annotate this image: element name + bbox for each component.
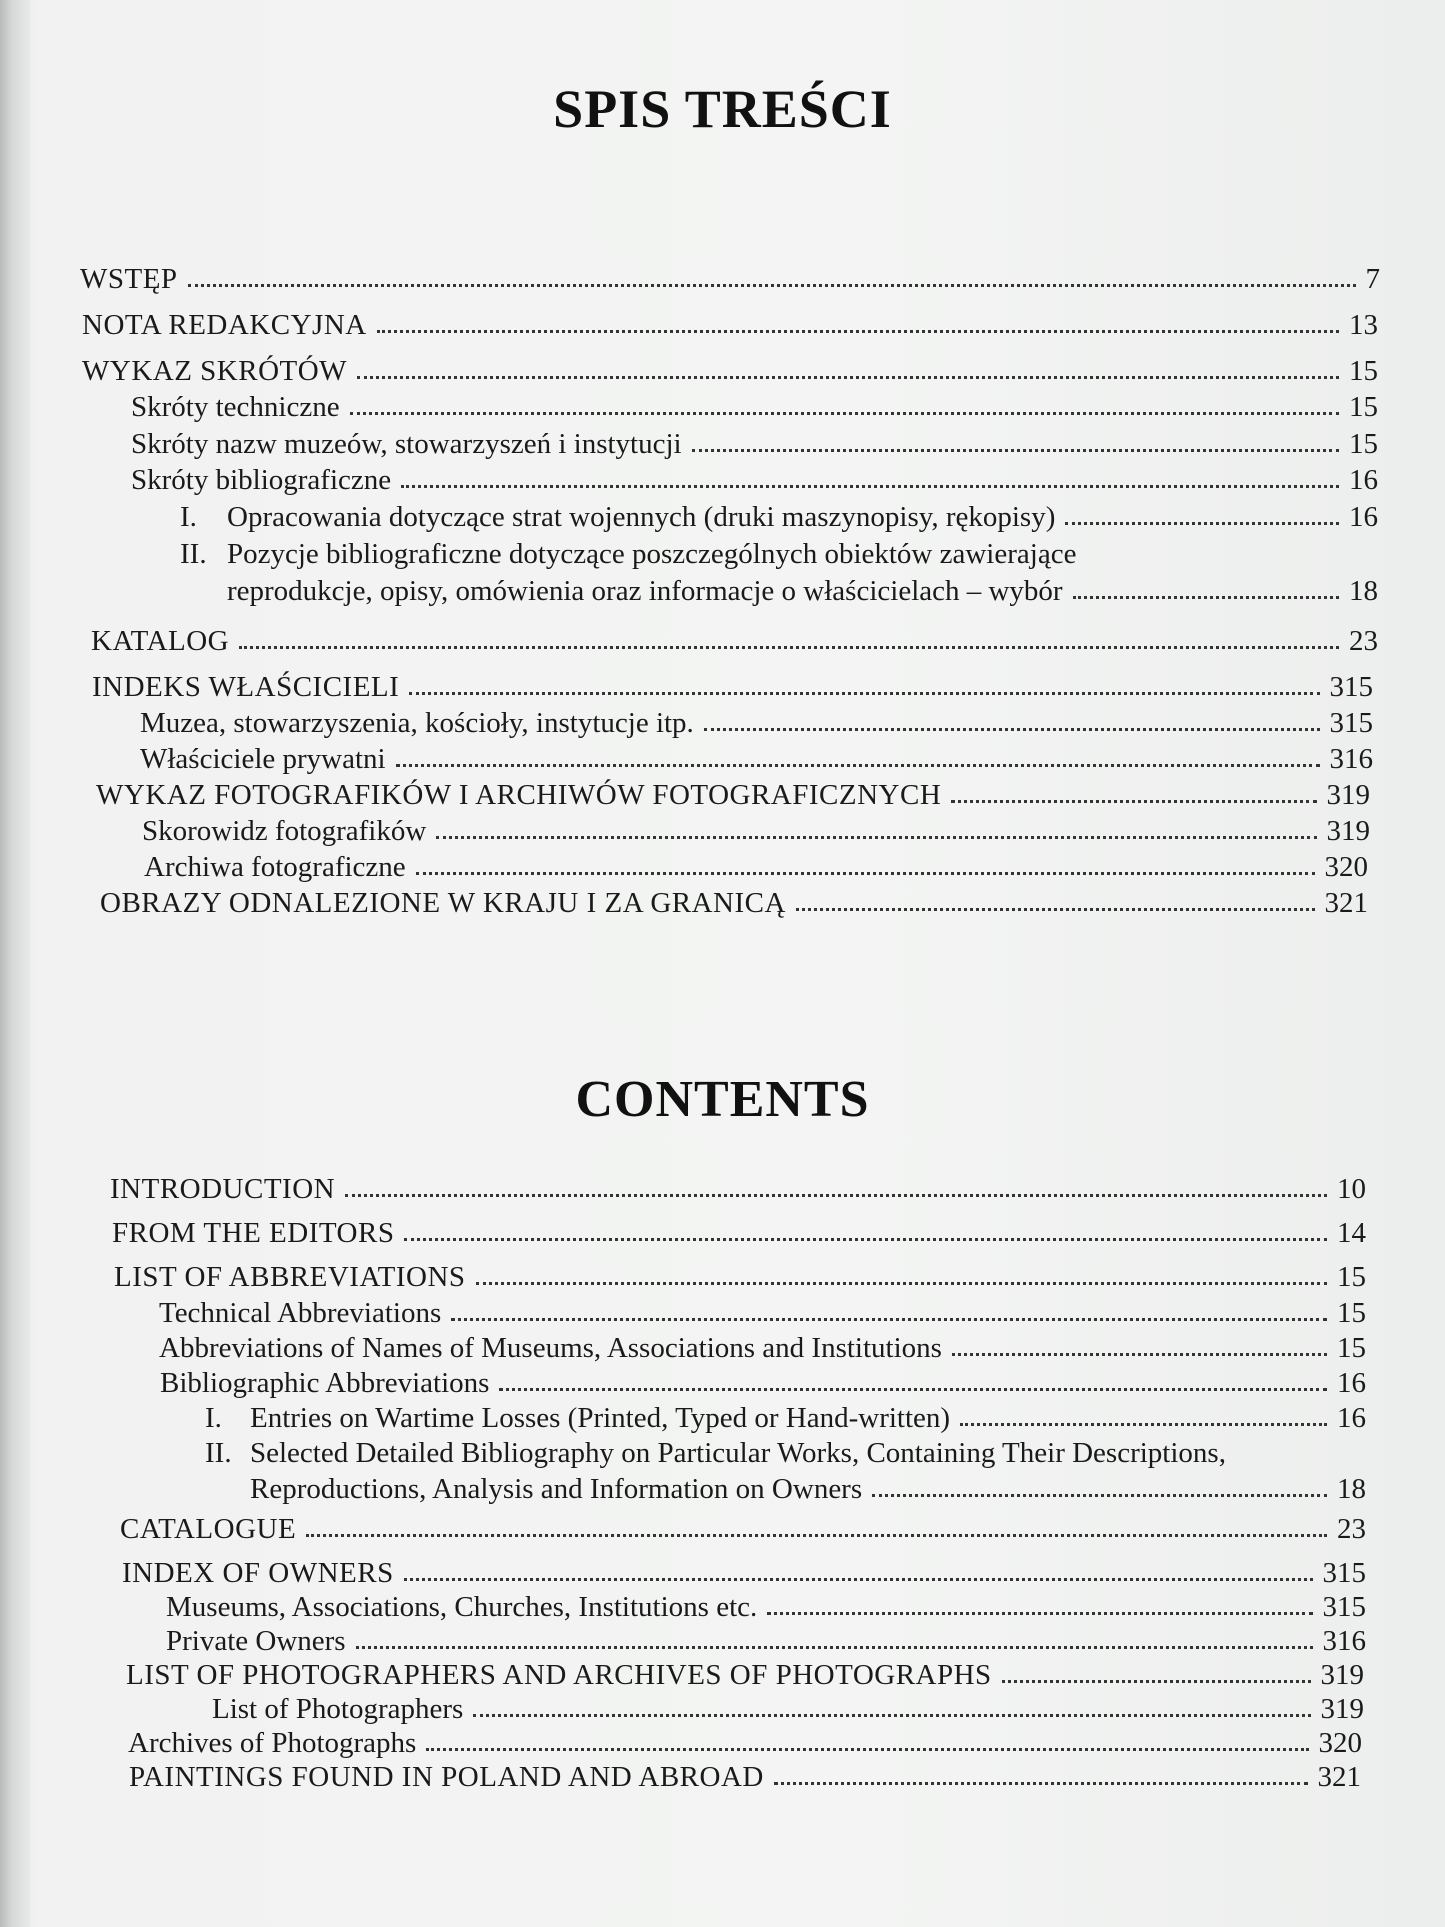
toc-entry-label: OBRAZY ODNALEZIONE W KRAJU I ZA GRANICĄ <box>100 887 786 919</box>
dot-leader <box>239 646 1339 649</box>
toc-entry <box>205 1401 1366 1435</box>
dot-leader <box>409 692 1319 695</box>
dot-leader <box>767 1612 1312 1615</box>
dot-leader <box>1002 1680 1311 1683</box>
toc-entry <box>91 624 1378 658</box>
toc-entry <box>129 1760 1361 1794</box>
toc-entry <box>110 1172 1366 1206</box>
toc-entry <box>159 1296 1366 1330</box>
toc-entry <box>82 354 1378 388</box>
toc-entry <box>142 814 1370 848</box>
toc-entry-page: 15 <box>1337 1297 1366 1329</box>
toc-entry-number: II. <box>205 1437 232 1469</box>
toc-entry-label: INDEKS WŁAŚCICIELI <box>92 671 400 703</box>
toc-entry-page: 23 <box>1349 625 1378 657</box>
toc-entry-page: 320 <box>1324 851 1368 883</box>
toc-entry-page: 319 <box>1326 779 1370 811</box>
toc-entry-first-line <box>205 1436 1226 1470</box>
dot-leader <box>357 376 1339 379</box>
toc-entry-page: 321 <box>1317 1761 1361 1793</box>
toc-entry-label: Pozycje bibliograficzne dotyczące poszczególnych obiektów zawierające <box>227 538 1077 570</box>
toc-entry-page: 16 <box>1337 1402 1366 1434</box>
toc-entry <box>166 1624 1366 1658</box>
toc-entry-label: WSTĘP <box>80 263 178 295</box>
toc-entry-label: PAINTINGS FOUND IN POLAND AND ABROAD <box>129 1761 764 1793</box>
toc-entry <box>92 670 1373 704</box>
dot-leader <box>451 1318 1327 1321</box>
toc-entry-page: 321 <box>1324 887 1368 919</box>
dot-leader <box>951 800 1316 803</box>
toc-entry <box>159 1331 1366 1365</box>
toc-entry <box>120 1512 1366 1546</box>
toc-entry-page: 15 <box>1337 1261 1366 1293</box>
toc-entry-page: 16 <box>1349 501 1378 533</box>
toc-entry-page: 319 <box>1320 1693 1364 1725</box>
toc-entry-label: Opracowania dotyczące strat wojennych (druki maszynopisy, rękopisy) <box>227 501 1056 533</box>
dot-leader <box>356 1646 1313 1649</box>
toc-entry-page: 15 <box>1349 391 1378 423</box>
toc-entry <box>112 1216 1366 1250</box>
toc-entry-page: 319 <box>1326 815 1370 847</box>
toc-entry <box>80 262 1380 296</box>
toc-entry-label-continued: Reproductions, Analysis and Information on Owners <box>250 1473 863 1505</box>
toc-entry <box>180 500 1378 534</box>
toc-entry <box>128 1726 1362 1760</box>
toc-entry-page: 320 <box>1318 1727 1362 1759</box>
dot-leader <box>350 412 1339 415</box>
toc-entry-number: I. <box>180 501 197 533</box>
polish-toc-title: SPIS TREŚCI <box>553 79 892 139</box>
toc-entry-label: INTRODUCTION <box>110 1173 336 1205</box>
toc-entry-label: LIST OF ABBREVIATIONS <box>114 1261 466 1293</box>
toc-entry-page: 319 <box>1320 1659 1364 1691</box>
toc-entry-label: KATALOG <box>91 625 230 657</box>
toc-entry <box>82 308 1378 342</box>
toc-entry <box>126 1658 1364 1692</box>
toc-entry-label: NOTA REDAKCYJNA <box>82 309 367 341</box>
toc-entry-label: Private Owners <box>166 1625 346 1657</box>
dot-leader <box>404 1578 1313 1581</box>
dot-leader <box>426 1748 1308 1751</box>
toc-entry-label: Museums, Associations, Churches, Institutions etc. <box>166 1591 758 1623</box>
toc-entry-page: 23 <box>1337 1513 1366 1545</box>
dot-leader <box>377 330 1339 333</box>
toc-entry-label: CATALOGUE <box>120 1513 297 1545</box>
dot-leader <box>188 284 1356 287</box>
toc-entry-label: Skróty techniczne <box>131 391 340 423</box>
dot-leader <box>692 449 1339 452</box>
toc-entry <box>144 850 1368 884</box>
toc-entry-page: 10 <box>1337 1173 1366 1205</box>
toc-entry <box>160 1366 1366 1400</box>
dot-leader <box>1065 522 1339 525</box>
toc-entry-label: Skróty bibliograficzne <box>131 464 392 496</box>
toc-entry-label: List of Photographers <box>212 1693 464 1725</box>
toc-entry <box>212 1692 1364 1726</box>
toc-entry <box>131 463 1378 497</box>
toc-entry-label-continued: reprodukcje, opisy, omówienia oraz informacje o właścicielach – wybór <box>227 575 1063 607</box>
toc-entry-page: 15 <box>1337 1332 1366 1364</box>
dot-leader <box>796 908 1315 911</box>
toc-entry-label: Bibliographic Abbreviations <box>160 1367 490 1399</box>
toc-entry <box>227 574 1378 608</box>
toc-entry <box>122 1556 1366 1590</box>
dot-leader <box>774 1782 1308 1785</box>
toc-entry <box>114 1260 1366 1294</box>
toc-entry-label: Skróty nazw muzeów, stowarzyszeń i instytucji <box>131 428 682 460</box>
toc-entry-page: 18 <box>1349 575 1378 607</box>
toc-entry <box>140 742 1373 776</box>
toc-entry-page: 316 <box>1329 743 1373 775</box>
toc-entry-page: 16 <box>1337 1367 1366 1399</box>
dot-leader <box>396 764 1320 767</box>
dot-leader <box>436 836 1316 839</box>
toc-entry-page: 18 <box>1337 1473 1366 1505</box>
toc-entry-page: 315 <box>1329 707 1373 739</box>
toc-entry-first-line <box>180 537 1076 571</box>
toc-entry-label: WYKAZ SKRÓTÓW <box>82 355 348 387</box>
toc-entry-page: 16 <box>1349 464 1378 496</box>
toc-entry <box>96 778 1370 812</box>
toc-entry-page: 315 <box>1322 1557 1366 1589</box>
dot-leader <box>1073 596 1339 599</box>
dot-leader <box>416 872 1315 875</box>
toc-entry-label: Właściciele prywatni <box>140 743 386 775</box>
dot-leader <box>499 1388 1327 1391</box>
toc-entry-label: WYKAZ FOTOGRAFIKÓW I ARCHIWÓW FOTOGRAFICZNYCH <box>96 779 942 811</box>
dot-leader <box>306 1534 1327 1537</box>
english-toc-title: CONTENTS <box>575 1071 870 1128</box>
toc-entry-label: Abbreviations of Names of Museums, Associations and Institutions <box>159 1332 942 1364</box>
dot-leader <box>345 1194 1327 1197</box>
toc-entry-page: 315 <box>1329 671 1373 703</box>
toc-entry-page: 7 <box>1365 263 1380 295</box>
toc-entry-number: II. <box>180 538 207 570</box>
toc-entry <box>250 1472 1366 1506</box>
toc-entry-label: Selected Detailed Bibliography on Particular Works, Containing Their Descriptions, <box>250 1437 1226 1469</box>
toc-entry-label: Muzea, stowarzyszenia, kościoły, instytucje itp. <box>140 707 694 739</box>
toc-entry <box>166 1590 1366 1624</box>
toc-entry-page: 316 <box>1322 1625 1366 1657</box>
toc-entry <box>131 427 1378 461</box>
book-gutter-edge <box>0 0 30 1927</box>
dot-leader <box>401 485 1339 488</box>
dot-leader <box>704 728 1320 731</box>
dot-leader <box>952 1353 1327 1356</box>
toc-entry-label: FROM THE EDITORS <box>112 1217 395 1249</box>
toc-entry-label: Skorowidz fotografików <box>142 815 427 847</box>
dot-leader <box>473 1714 1310 1717</box>
toc-entry-label: Archiwa fotograficzne <box>144 851 406 883</box>
dot-leader <box>960 1423 1327 1426</box>
toc-entry <box>131 390 1378 424</box>
dot-leader <box>872 1494 1327 1497</box>
toc-entry <box>140 706 1373 740</box>
toc-entry-label: Archives of Photographs <box>128 1727 417 1759</box>
toc-entry-label: LIST OF PHOTOGRAPHERS AND ARCHIVES OF PHOTOGRAPHS <box>126 1659 992 1691</box>
toc-entry-page: 13 <box>1349 309 1378 341</box>
toc-entry-page: 15 <box>1349 355 1378 387</box>
toc-entry-label: Technical Abbreviations <box>159 1297 442 1329</box>
toc-entry-page: 315 <box>1322 1591 1366 1623</box>
toc-entry-label: Entries on Wartime Losses (Printed, Typed or Hand-written) <box>250 1402 951 1434</box>
dot-leader <box>476 1282 1327 1285</box>
toc-entry <box>100 886 1368 920</box>
dot-leader <box>404 1238 1327 1241</box>
toc-entry-label: INDEX OF OWNERS <box>122 1557 394 1589</box>
toc-entry-page: 15 <box>1349 428 1378 460</box>
toc-entry-page: 14 <box>1337 1217 1366 1249</box>
toc-entry-number: I. <box>205 1402 222 1434</box>
